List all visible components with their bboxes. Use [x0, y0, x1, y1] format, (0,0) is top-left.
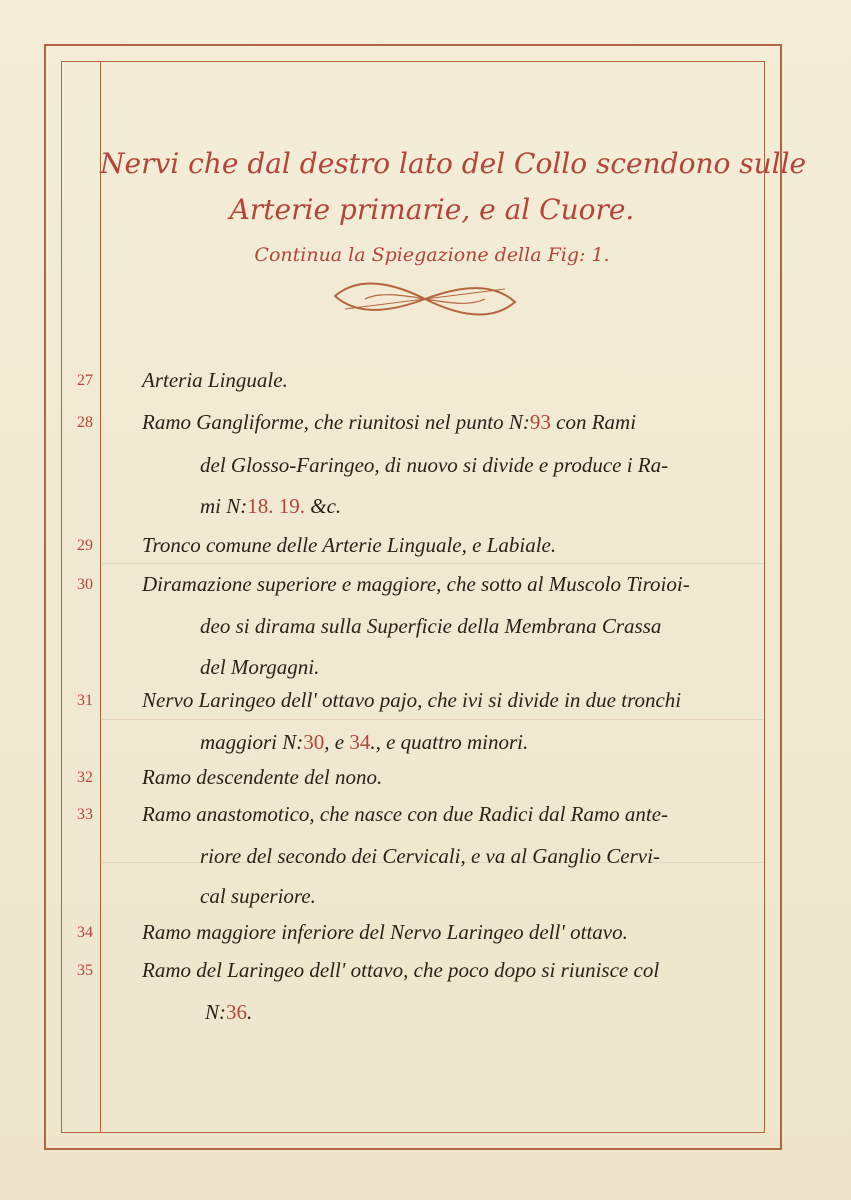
page-title-line1: Nervi che dal destro lato del Collo scendono sulle: [100, 147, 807, 180]
entry-text: Ramo descendente del nono.: [142, 765, 383, 789]
cross-reference: 30: [303, 730, 325, 754]
entry-text-part: Ramo Gangliforme, che riunitosi nel punto N:: [142, 410, 530, 434]
entry-text-part: con Rami: [550, 410, 637, 434]
cross-reference: 93: [529, 410, 551, 434]
entry-text-part: , e: [324, 730, 350, 754]
entry-text: Ramo anastomotico, che nasce con due Radici dal Ramo ante-: [142, 802, 669, 826]
cross-reference: 34: [349, 730, 371, 754]
entry-number: 29: [77, 537, 93, 554]
entry-number: 28: [77, 414, 93, 431]
entry-text: [205, 1000, 252, 1025]
entry-number: 27: [77, 372, 93, 389]
cross-reference: 18. 19.: [247, 494, 305, 518]
entry-number: 34: [77, 924, 93, 941]
entry-text: [200, 730, 528, 755]
entry-text: Arteria Linguale.: [142, 368, 288, 392]
entry-text: del Glosso-Faringeo, di nuovo si divide e produce i Ra-: [200, 453, 669, 477]
entry-text: Nervo Laringeo dell' ottavo pajo, che ivi si divide in due tronchi: [142, 688, 682, 712]
entry-text: cal superiore.: [200, 884, 316, 908]
entry-number: 35: [77, 962, 93, 979]
entry-text-part: &c.: [305, 494, 342, 518]
entry-text-part: maggiori N:: [200, 730, 304, 754]
page-subtitle: Continua la Spiegazione della Fig: 1.: [254, 244, 610, 266]
entry-text: deo si dirama sulla Superficie della Membrana Crassa: [200, 614, 662, 638]
entry-text: Ramo del Laringeo dell' ottavo, che poco dopo si riunisce col: [142, 958, 660, 982]
entry-text-part: .: [247, 1000, 253, 1024]
entry-number: 32: [77, 769, 93, 786]
entry-text: riore del secondo dei Cervicali, e va al Ganglio Cervi-: [200, 844, 660, 868]
cross-reference: 36: [226, 1000, 247, 1024]
entry-number: 31: [77, 692, 93, 709]
flourish-ornament: [325, 274, 525, 324]
page-title-line2: Arterie primarie, e al Cuore.: [229, 193, 635, 226]
entry-text-part: mi N:: [200, 494, 248, 518]
ruled-line: [100, 563, 764, 564]
entry-number: 33: [77, 806, 93, 823]
entry-text: Tronco comune delle Arterie Linguale, e Labiale.: [142, 533, 557, 557]
entry-number: 30: [77, 576, 93, 593]
entry-text: del Morgagni.: [200, 655, 320, 679]
entry-text: Ramo maggiore inferiore del Nervo Laringeo dell' ottavo.: [142, 920, 628, 944]
entry-text: [200, 494, 341, 519]
entry-text: [142, 410, 636, 435]
entry-text: Diramazione superiore e maggiore, che sotto al Muscolo Tiroioi-: [142, 572, 690, 596]
ruled-line: [100, 719, 764, 720]
entry-text-part: ., e quattro minori.: [370, 730, 529, 754]
entry-text-part: N:: [205, 1000, 226, 1024]
